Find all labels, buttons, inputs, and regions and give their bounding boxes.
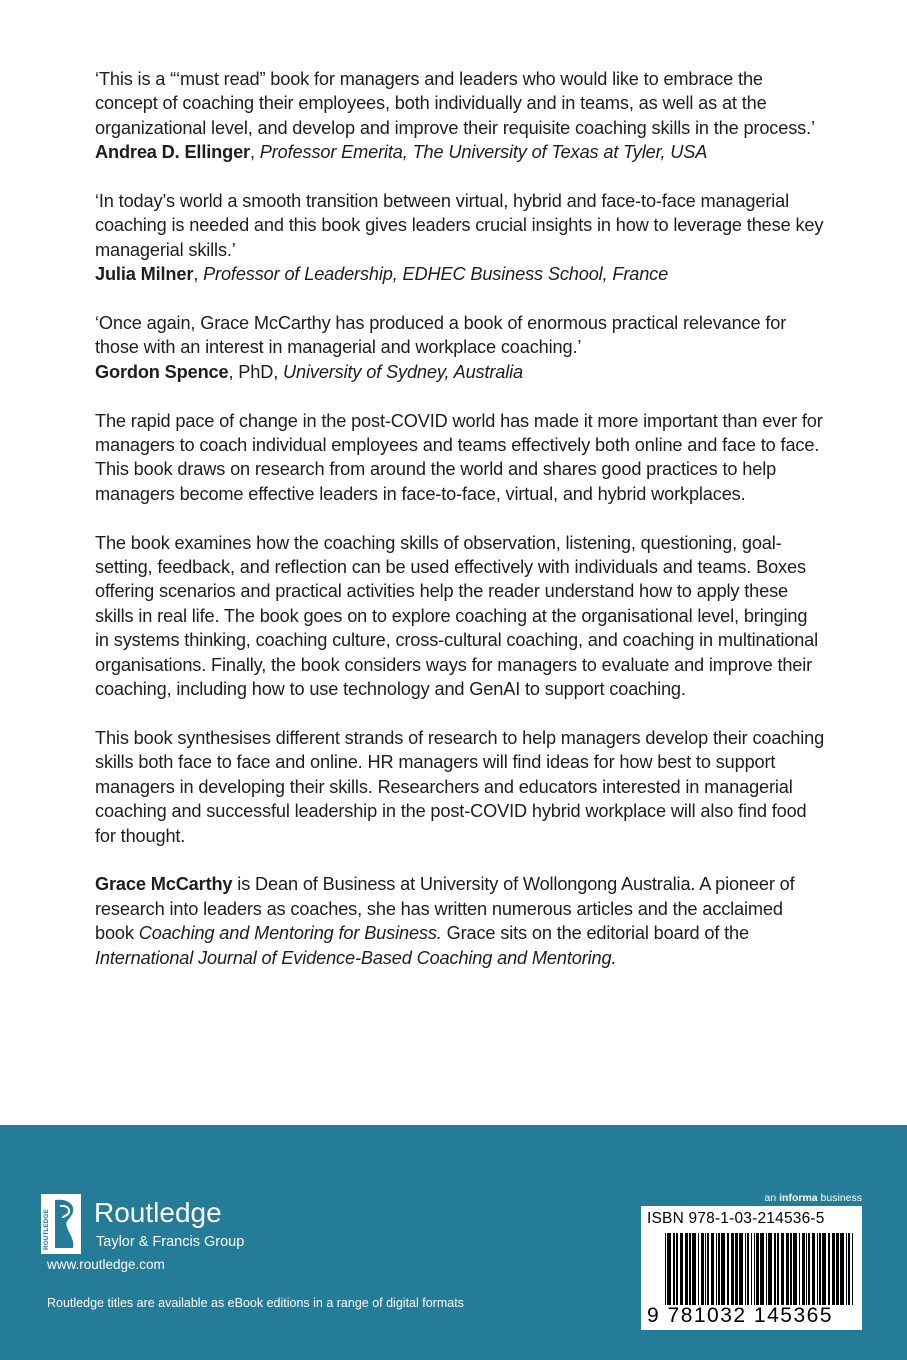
barcode-bar [665,1233,666,1305]
barcode [665,1233,855,1305]
blurb-ellinger [95,67,825,165]
barcode-bar [707,1233,709,1305]
blurb-quote: ‘In today’s world a smooth transition between virtual, hybrid and face-to-face managerial coaching is needed and this book gives leaders crucial insights in how to leverage these key managerial skills.’ [95,191,824,260]
barcode-bar [680,1233,683,1305]
barcode-bar [716,1233,717,1305]
ebook-note: Routledge titles are available as eBook editions in a range of digital formats [47,1296,464,1310]
barcode-bar [799,1233,800,1305]
barcode-bar [735,1233,738,1305]
barcode-bar [698,1233,699,1305]
barcode-bar [711,1233,714,1305]
barcode-bar [832,1233,835,1305]
blurb-spence [95,311,825,384]
author-bio [95,872,825,970]
logo-vertical-text: ROUTLEDGE [43,1209,50,1250]
barcode-bar [739,1233,743,1305]
barcode-bar [747,1233,749,1305]
barcode-bar [836,1233,839,1305]
barcode-bar [705,1233,706,1305]
barcode-bar [751,1233,752,1305]
barcode-bar [822,1233,826,1305]
author-bio-part: Grace sits on the editorial board of the [441,923,749,944]
barcode-bar [667,1233,671,1305]
barcode-bar [766,1233,767,1305]
barcode-bar [828,1233,830,1305]
barcode-bar [790,1233,792,1305]
description-paragraph [95,409,825,507]
blurb-author-role: Professor Emerita, The University of Texas at Tyler, USA [259,142,708,163]
barcode-bar [808,1233,810,1305]
barcode-bar [685,1233,688,1305]
barcode-bar [689,1233,691,1305]
barcode-digits: 9 781032 145365 [647,1304,833,1327]
blurb-author-degree: PhD, [238,361,279,382]
blurb-milner [95,189,825,287]
barcode-bar [848,1233,850,1305]
barcode-bar [786,1233,789,1305]
barcode-bar [760,1233,764,1305]
author-name: Grace McCarthy [95,874,233,895]
blurb-author-role: University of Sydney, Australia [283,361,523,382]
blurb-attribution: Andrea D. Ellinger, Professor Emerita, The University of Texas at Tyler, USA [95,142,708,163]
isbn-label: ISBN 978-1-03-214536-5 [647,1210,825,1227]
blurb-author: Julia Milner [95,264,194,285]
author-book-title: Coaching and Mentoring for Business. [138,923,442,944]
barcode-bar [721,1233,725,1305]
back-cover-text [95,67,825,994]
description-paragraph [95,726,825,848]
description-paragraph [95,531,825,702]
publisher-footer [0,1125,907,1360]
barcode-bar [793,1233,797,1305]
informa-prefix: an [764,1192,780,1204]
author-bio-part: is Dean of Business at University of Wollongong Australia. A pioneer of research into leaders as coaches, she has written numerous articles and the acclaimed book [95,874,795,944]
isbn-barcode-box [641,1206,862,1330]
informa-tagline [664,1191,862,1205]
journal-title: International Journal of Evidence-Based Coaching and Mentoring. [95,947,617,968]
blurb-attribution: Julia Milner, Professor of Leadership, EDHEC Business School, France [95,264,669,285]
barcode-bar [731,1233,734,1305]
barcode-bar [768,1233,772,1305]
barcode-bar [812,1233,815,1305]
barcode-bar [819,1233,821,1305]
blurb-author: Andrea D. Ellinger [95,142,250,163]
author-bio-text [95,872,825,970]
description-text: The rapid pace of change in the post-COVID world has made it more important than ever for managers to coach individual employees and teams effectively both online and face to face. This book draws on research from around the world and shares good practices to help managers become effective leaders in face-to-face, virtual, and hybrid workplaces. [95,410,823,504]
barcode-bar [701,1233,704,1305]
description-text: The book examines how the coaching skills of observation, listening, questioning, goal-setting, feedback, and reflection can be used effectively with individuals and teams. Boxes offering scenarios and practical activities help the reader understand how to apply these skills in real life. The book goes on to explore coaching at the organisational level, bringing in systems thinking, coaching culture, cross-cultural coaching, and coaching in multinational organisations. Finally, the book considers ways for managers to evaluate and improve their coaching, including how to use technology and GenAI to support coaching. [95,532,819,700]
barcode-bar [806,1233,807,1305]
barcode-bar [718,1233,720,1305]
barcode-bar [840,1233,844,1305]
barcode-bar [817,1233,818,1305]
blurb-quote: ‘Once again, Grace McCarthy has produced a book of enormous practical relevance for those with an interest in managerial and workplace coaching.’ [95,313,787,358]
barcode-bar [852,1233,853,1305]
blurb-quote: ‘This is a “‘must read” book for managers and leaders who would like to embrace the concept of coaching their employees, both individually and in teams, as well as at the organizational level, and develop and improve their requisite coaching skills in the process.’ [95,69,815,138]
barcode-bar [754,1233,755,1305]
barcode-bar [777,1233,779,1305]
barcode-bar [673,1233,675,1305]
barcode-bar [692,1233,696,1305]
publisher-group: Taylor & Francis Group [96,1234,245,1250]
barcode-bar [727,1233,729,1305]
barcode-bar [774,1233,776,1305]
barcode-bar [756,1233,759,1305]
barcode-bar [846,1233,847,1305]
barcode-bar [676,1233,678,1305]
blurb-attribution: Gordon Spence, PhD, University of Sydney, Australia [95,361,523,382]
barcode-bar [781,1233,784,1305]
informa-suffix: business [817,1192,862,1204]
informa-brand: informa [779,1192,818,1204]
blurb-author-role: Professor of Leadership, EDHEC Business School, France [203,264,669,285]
blurb-author: Gordon Spence [95,361,229,382]
description-text: This book synthesises different strands of research to help managers develop their coaching skills both face to face and online. HR managers will find ideas for how best to support managers in developing their skills. Researchers and educators interested in managerial coaching and successful leadership in the post-COVID hybrid workplace will also find food for thought. [95,727,825,846]
publisher-url[interactable]: www.routledge.com [47,1257,165,1272]
publisher-name: Routledge [94,1197,222,1228]
barcode-bar [802,1233,805,1305]
barcode-bar [745,1233,746,1305]
routledge-logo-icon [41,1194,81,1254]
